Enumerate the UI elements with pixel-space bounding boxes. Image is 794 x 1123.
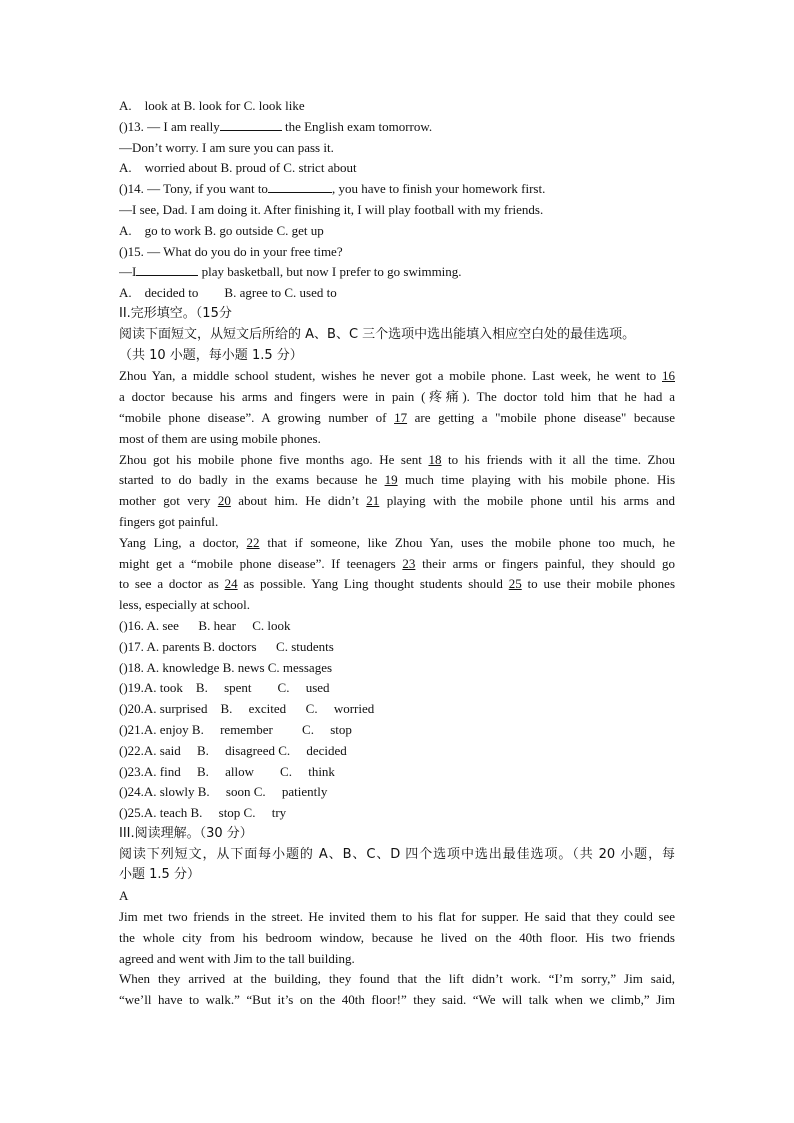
passage-line [119,470,675,491]
blank-17: 17 [394,409,408,425]
q14-text-end: , you have to finish your homework first. [331,181,546,197]
passage-text: playing with the mobile phone until his arms and [379,493,675,509]
passage-text: to see a doctor as [119,576,225,592]
passage-line [119,408,675,429]
passage-line: less, especially at school. [119,597,251,613]
blank-19: 19 [384,472,398,488]
blank-22: 22 [246,534,260,550]
section3-title: III.阅读理解。（30 分） [119,825,253,841]
blank-20: 20 [217,493,231,509]
option-line-20: ()20.A. surprised B. excited C. worried [119,701,375,717]
option-line-19: ()19.A. took B. spent C. used [119,680,330,696]
q15-text-end: play basketball, but now I prefer to go swimming. [198,264,462,280]
q13-blank [220,118,282,131]
blank-16: 16 [662,368,675,384]
option-line-21: ()21.A. enjoy B. remember C. stop [119,721,352,737]
option-line-24: ()24.A. slowly B. soon C. patiently [119,784,328,800]
q15-text: —I [119,264,137,280]
passage-text: Zhou Yan, a middle school student, wishes he never got a mobile phone. Last week, he went to [119,368,662,384]
option-line-25: ()25.A. teach B. stop C. try [119,805,287,821]
option-line-22: ()22.A. said B. disagreed C. decided [119,742,347,758]
passage-text: might get a “mobile phone disease”. If teenagers [119,555,403,571]
q15-reply [119,262,675,283]
passage-text: are getting a "mobile phone disease" because [407,409,675,425]
reading-line: the whole city from his bedroom window, because he lived on the 40th floor. His two friends [119,929,675,945]
passage-text: their arms or fingers painful, they should go [415,555,675,571]
option-line-17: ()17. A. parents B. doctors C. students [119,638,334,654]
option-line-16: ()16. A. see B. hear C. look [119,617,291,633]
document-page [119,96,675,1011]
passage-text: to use their mobile phones [521,576,675,592]
passage-text: about him. He didn’t [230,493,367,509]
q13-options: A. worried about B. proud of C. strict about [119,160,357,176]
q14-question [119,179,675,200]
passage-text: Zhou got his mobile phone five months ago. He sent [119,451,429,467]
passage-line [119,491,675,512]
q14-blank [268,180,332,193]
section2-instruction: 阅读下面短文，从短文后所给的 A、B、C 三个选项中选出能填入相应空白处的最佳选项。 [119,326,636,342]
q15-options: A. decided to B. agree to C. used to [119,285,337,301]
q13-reply: —Don’t worry. I am sure you can pass it. [119,139,334,155]
passage-line [119,554,675,575]
q15-question: ()15. — What do you do in your free time? [119,243,343,259]
passage-text: that if someone, like Zhou Yan, uses the mobile phone too much, he [259,534,675,550]
q14-options: A. go to work B. go outside C. get up [119,222,324,238]
q13-text: ()13. — I am really [119,118,220,134]
q14-reply: —I see, Dad. I am doing it. After finishing it, I will play football with my friends. [119,201,544,217]
passage-line [119,450,675,471]
passage-text: as possible. Yang Ling thought students should [237,576,509,592]
passage-line [119,574,675,595]
section3-instruction: 阅读下列短文，从下面每小题的 A、B、C、D 四个选项中选出最佳选项。（共 20 小题，每 [119,846,675,862]
q14-text: ()14. — Tony, if you want to [119,181,268,197]
blank-23: 23 [402,555,416,571]
section2-instruction-cont: （共 10 小题，每小题 1.5 分） [119,347,303,363]
passage-line [119,533,675,554]
option-line-18: ()18. A. knowledge B. news C. messages [119,659,333,675]
q13-text-end: the English exam tomorrow. [281,118,433,134]
passage-line: fingers got painful. [119,513,219,529]
passage-text: to his friends with it all the time. Zhou [441,451,675,467]
q12-options: A. look at B. look for C. look like [119,98,305,113]
passage-text: started to do badly in the exams because he [119,472,385,488]
section3-instruction-cont: 小题 1.5 分） [119,867,200,883]
blank-21: 21 [366,493,380,509]
q15-blank [136,263,198,276]
q13-question [119,117,675,138]
blank-25: 25 [508,576,522,592]
passage-line: most of them are using mobile phones. [119,430,321,446]
passage-text: “mobile phone disease”. A growing number of [119,409,395,425]
blank-18: 18 [428,451,442,467]
blank-24: 24 [224,576,238,592]
passage-line [119,366,675,387]
passage-text: mother got very [119,493,218,509]
passage-line: a doctor because his arms and fingers were in pain (疼痛). The doctor told him that he had a [119,389,675,405]
option-line-23: ()23.A. find B. allow C. think [119,763,335,779]
passage-text: much time playing with his mobile phone. His [397,472,675,488]
section2-title: II.完形填空。（15分 [119,305,232,321]
passage-a-label: A [119,888,129,904]
reading-line: “we’ll have to walk.” “But it’s on the 40th floor!” they said. “We will talk when we climb,” Jim [119,992,675,1008]
reading-line: agreed and went with Jim to the tall building. [119,950,355,966]
reading-line: When they arrived at the building, they found that the lift didn’t work. “I’m sorry,” Jim said, [119,971,675,987]
passage-text: Yang Ling, a doctor, [119,534,247,550]
reading-line: Jim met two friends in the street. He invited them to his flat for supper. He said that they could see [119,909,675,925]
